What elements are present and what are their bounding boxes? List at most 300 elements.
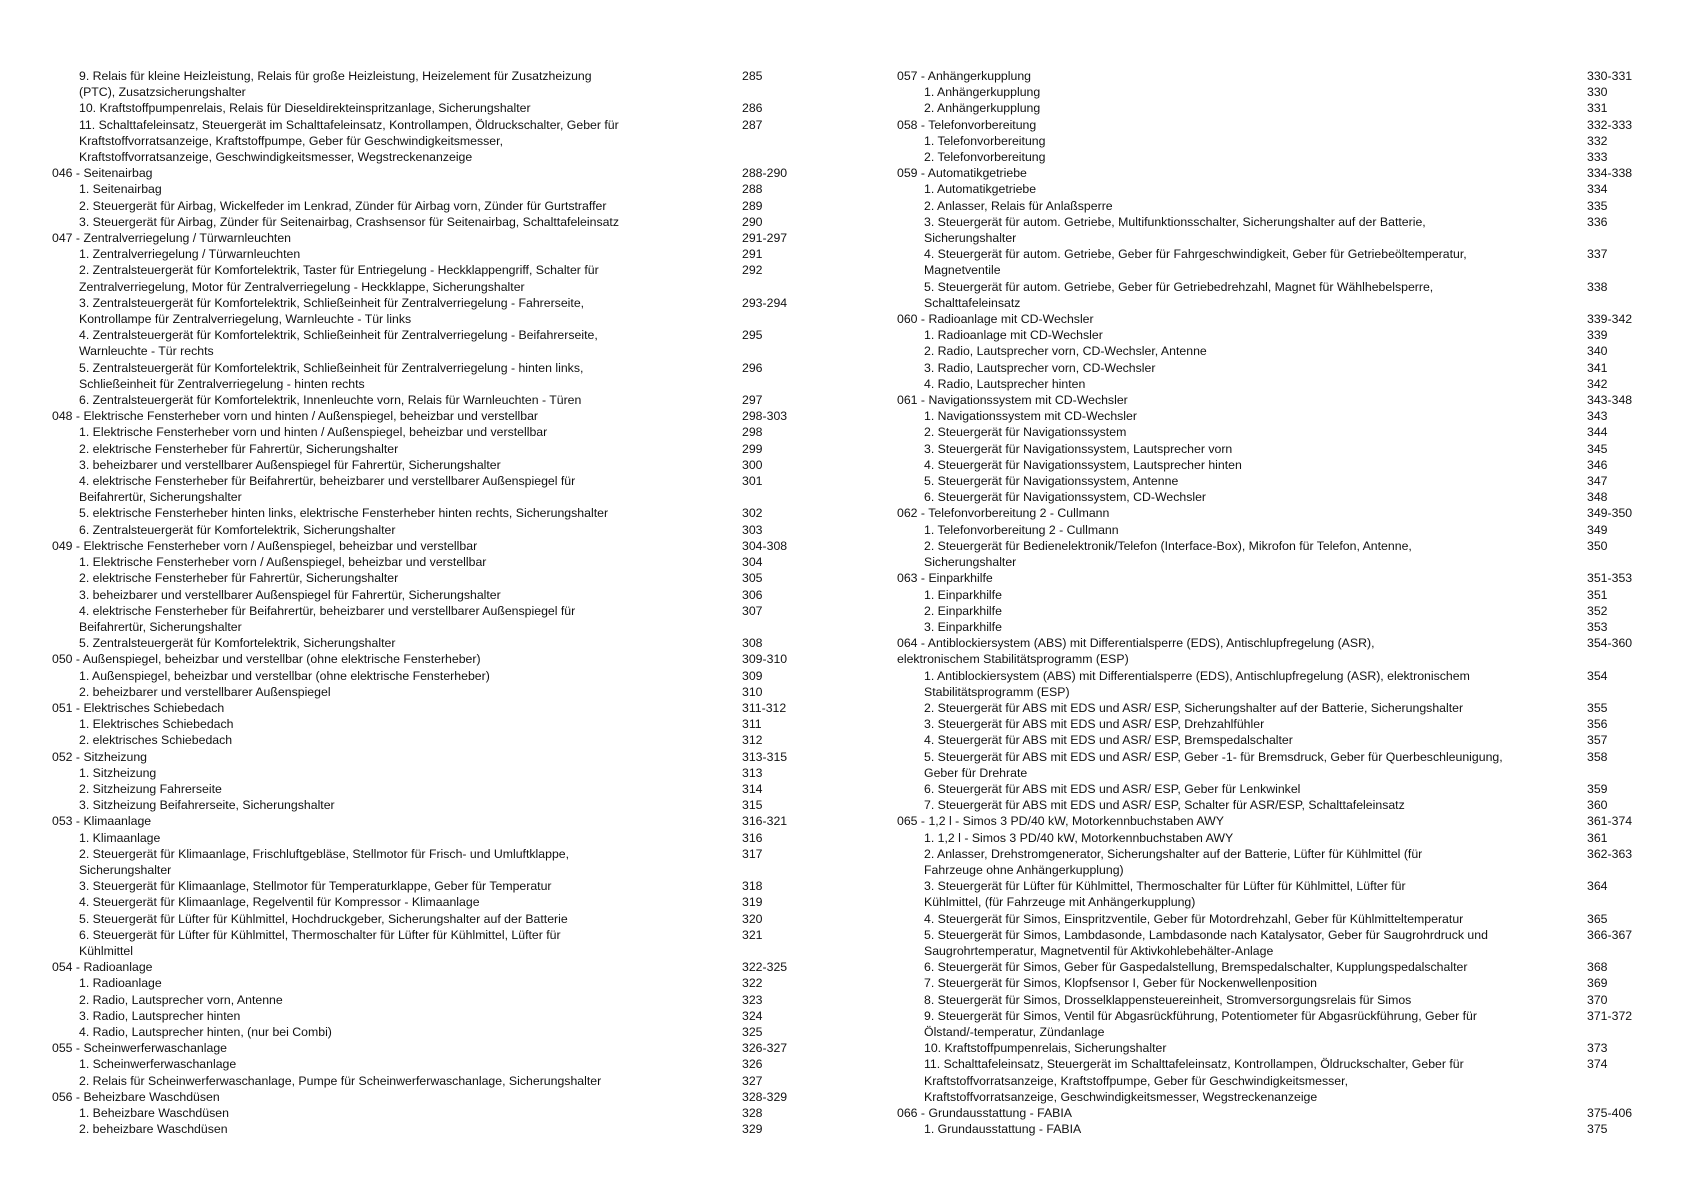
- toc-subsection-entry[interactable]: [897, 100, 1642, 116]
- entry-title: [897, 117, 1587, 133]
- entry-title-line: 3. Steuergerät für Navigationssystem, Lautsprecher vorn: [924, 441, 1233, 456]
- toc-section-entry[interactable]: [897, 505, 1642, 521]
- toc-subsection-entry[interactable]: [52, 781, 812, 797]
- entry-title-line: 2. Steuergerät für Navigationssystem: [924, 425, 1127, 440]
- entry-title-line: Kraftstoffvorratsanzeige, Kraftstoffpumpe, Geber für Geschwindigkeitsmesser,: [79, 133, 503, 148]
- toc-subsection-entry[interactable]: [52, 635, 812, 651]
- entry-title-line: Sicherungshalter: [79, 862, 172, 877]
- toc-subsection-entry[interactable]: [52, 911, 812, 927]
- entry-page-number: 315: [742, 798, 763, 813]
- entry-page-number: 310: [742, 684, 763, 699]
- entry-page-number: 297: [742, 393, 763, 408]
- entry-page-number: 326: [742, 1057, 763, 1072]
- toc-subsection-entry[interactable]: [52, 424, 812, 440]
- entry-title-line: 6. Steuergerät für ABS mit EDS und ASR/ ESP, Geber für Lenkwinkel: [924, 781, 1301, 796]
- entry-page-number: 338: [1587, 279, 1608, 294]
- entry-page-number: 326-327: [742, 1041, 788, 1056]
- toc-subsection-entry[interactable]: [52, 1073, 812, 1089]
- entry-page-number: 336: [1587, 214, 1608, 229]
- entry-page-number: 371-372: [1587, 1008, 1633, 1023]
- entry-title: [52, 749, 742, 765]
- entry-page-number: 361-374: [1587, 814, 1633, 829]
- entry-title-line: 4. elektrische Fensterheber für Beifahrertür, beheizbarer und verstellbarer Außenspiegel für: [79, 603, 576, 618]
- entry-title: [52, 262, 742, 294]
- entry-page-number: 327: [742, 1073, 763, 1088]
- entry-title-line: 050 - Außenspiegel, beheizbar und verstellbar (ohne elektrische Fensterheber): [52, 652, 481, 667]
- entry-title-line: 055 - Scheinwerferwaschanlage: [52, 1041, 227, 1056]
- entry-title-line: 3. Steuergerät für Airbag, Zünder für Seitenairbag, Crashsensor für Seitenairbag, Schalttafeleinsatz: [79, 214, 620, 229]
- entry-title-line: 7. Steuergerät für Simos, Klopfsensor I, Geber für Nockenwellenposition: [924, 976, 1318, 991]
- entry-title: [897, 84, 1587, 100]
- entry-page-number: 298-303: [742, 409, 788, 424]
- entry-title: [52, 392, 742, 408]
- toc-subsection-entry[interactable]: [897, 1008, 1642, 1040]
- entry-title: [897, 911, 1587, 927]
- entry-title: [52, 457, 742, 473]
- entry-title-line: 2. Steuergerät für Klimaanlage, Frischluftgebläse, Stellmotor für Frisch- und Umluftklappe,: [79, 846, 570, 861]
- toc-subsection-entry[interactable]: [52, 473, 812, 505]
- toc-subsection-entry[interactable]: [897, 181, 1642, 197]
- entry-page-number: 333: [1587, 150, 1608, 165]
- entry-title-line: 1. Beheizbare Waschdüsen: [79, 1106, 229, 1120]
- toc-subsection-entry[interactable]: [52, 603, 812, 635]
- toc-subsection-entry[interactable]: [52, 1024, 812, 1040]
- entry-page-number: 288: [742, 182, 763, 197]
- toc-subsection-entry[interactable]: [52, 587, 812, 603]
- entry-page-number: 328-329: [742, 1089, 788, 1104]
- entry-title-line: Sicherungshalter: [924, 555, 1017, 570]
- entry-title-line: 6. Steuergerät für Lüfter für Kühlmittel, Thermoschalter für Lüfter für Kühlmittel, Lüfter für: [79, 927, 561, 942]
- toc-section-entry[interactable]: [52, 1040, 812, 1056]
- toc-subsection-entry[interactable]: [897, 457, 1642, 473]
- entry-page-number: 360: [1587, 798, 1608, 813]
- entry-title: [52, 927, 742, 959]
- entry-title-line: 052 - Sitzheizung: [52, 749, 148, 764]
- entry-page-number: 322: [742, 976, 763, 991]
- entry-page-number: 331: [1587, 101, 1608, 116]
- toc-section-entry[interactable]: [897, 165, 1642, 181]
- toc-section-entry[interactable]: [52, 1089, 812, 1105]
- entry-title-line: 2. Radio, Lautsprecher vorn, Antenne: [79, 992, 283, 1007]
- entry-page-number: 324: [742, 1008, 763, 1023]
- toc-section-entry[interactable]: [897, 311, 1642, 327]
- entry-title: [52, 765, 742, 781]
- toc-subsection-entry[interactable]: [897, 797, 1642, 813]
- entry-title: [52, 797, 742, 813]
- entry-title-line: 5. Steuergerät für Lüfter für Kühlmittel, Hochdruckgeber, Sicherungshalter auf der Batterie: [79, 911, 568, 926]
- entry-title-line: 062 - Telefonvorbereitung 2 - Cullmann: [897, 506, 1110, 521]
- entry-title: [897, 846, 1587, 878]
- toc-section-entry[interactable]: [52, 230, 812, 246]
- entry-title-line: 3. Einparkhilfe: [924, 619, 1002, 634]
- toc-section-entry[interactable]: [897, 117, 1642, 133]
- toc-subsection-entry[interactable]: [52, 441, 812, 457]
- toc-subsection-entry[interactable]: [897, 408, 1642, 424]
- entry-page-number: 350: [1587, 538, 1608, 553]
- toc-subsection-entry[interactable]: [52, 100, 812, 116]
- toc-subsection-entry[interactable]: [897, 927, 1642, 959]
- toc-subsection-entry[interactable]: [897, 732, 1642, 748]
- toc-subsection-entry[interactable]: [897, 327, 1642, 343]
- entry-title: [897, 1056, 1587, 1105]
- entry-page-number: 364: [1587, 879, 1608, 894]
- entry-title-line: 3. beheizbarer und verstellbarer Außenspiegel für Fahrertür, Sicherungshalter: [79, 457, 501, 472]
- toc-subsection-entry[interactable]: [52, 927, 812, 959]
- entry-title-line: 1. Telefonvorbereitung 2 - Cullmann: [924, 522, 1119, 537]
- toc-subsection-entry[interactable]: [897, 1040, 1642, 1056]
- entry-title: [52, 360, 742, 392]
- entry-page-number: 299: [742, 441, 763, 456]
- toc-subsection-entry[interactable]: [52, 198, 812, 214]
- toc-subsection-entry[interactable]: [897, 959, 1642, 975]
- toc-subsection-entry[interactable]: [52, 554, 812, 570]
- toc-subsection-entry[interactable]: [897, 992, 1642, 1008]
- entry-title-line: 2. Telefonvorbereitung: [924, 150, 1046, 165]
- entry-title: [52, 554, 742, 570]
- entry-title-line: 1. Radioanlage mit CD-Wechsler: [924, 328, 1103, 343]
- toc-subsection-entry[interactable]: [52, 684, 812, 700]
- entry-title-line: 2. beheizbare Waschdüsen: [79, 1122, 228, 1137]
- toc-subsection-entry[interactable]: [52, 570, 812, 586]
- toc-subsection-entry[interactable]: [52, 214, 812, 230]
- toc-subsection-entry[interactable]: [52, 846, 812, 878]
- entry-page-number: 295: [742, 328, 763, 343]
- entry-title: [897, 100, 1587, 116]
- entry-title-line: 6. Zentralsteuergerät für Komfortelektrik, Sicherungshalter: [79, 522, 396, 537]
- toc-subsection-entry[interactable]: [897, 1121, 1642, 1137]
- entry-page-number: 308: [742, 636, 763, 651]
- entry-title: [897, 668, 1587, 700]
- toc-section-entry[interactable]: [897, 68, 1642, 84]
- entry-page-number: 339: [1587, 328, 1608, 343]
- toc-section-entry[interactable]: [897, 1105, 1642, 1121]
- entry-title: [52, 505, 742, 521]
- entry-title-line: 10. Kraftstoffpumpenrelais, Sicherungshalter: [924, 1041, 1167, 1056]
- toc-subsection-entry[interactable]: [52, 295, 812, 327]
- entry-title-line: 2. Anlasser, Drehstromgenerator, Sicherungshalter auf der Batterie, Lüfter für Kühlmittel (für: [924, 846, 1423, 861]
- entry-title-line: 2. Anlasser, Relais für Anlaßsperre: [924, 198, 1113, 213]
- toc-subsection-entry[interactable]: [897, 619, 1642, 635]
- entry-title-line: 1. Sitzheizung: [79, 765, 157, 780]
- entry-title: [52, 894, 742, 910]
- entry-page-number: 328: [742, 1106, 763, 1120]
- entry-title: [897, 1105, 1587, 1121]
- entry-title-line: Kraftstoffvorratsanzeige, Geschwindigkeitsmesser, Wegstreckenanzeige: [79, 150, 473, 165]
- toc-subsection-entry[interactable]: [897, 360, 1642, 376]
- entry-title: [897, 992, 1587, 1008]
- entry-title-line: Schalttafeleinsatz: [924, 295, 1021, 310]
- toc-subsection-entry[interactable]: [897, 846, 1642, 878]
- entry-title-line: 5. elektrische Fensterheber hinten links, elektrische Fensterheber hinten rechts, Sicherungshalter: [79, 506, 609, 521]
- entry-title-line: 1. Seitenairbag: [79, 182, 162, 197]
- toc-subsection-entry[interactable]: [52, 246, 812, 262]
- entry-title: [897, 635, 1587, 667]
- entry-title-line: 1. 1,2 l - Simos 3 PD/40 kW, Motorkennbuchstaben AWY: [924, 830, 1234, 845]
- entry-title: [897, 1121, 1587, 1137]
- entry-title-line: 4. Steuergerät für Klimaanlage, Regelventil für Kompressor - Klimaanlage: [79, 895, 480, 910]
- toc-subsection-entry[interactable]: [52, 894, 812, 910]
- toc-subsection-entry[interactable]: [897, 198, 1642, 214]
- entry-title-line: 054 - Radioanlage: [52, 960, 153, 975]
- entry-title: [52, 1073, 742, 1089]
- toc-subsection-entry[interactable]: [897, 1056, 1642, 1105]
- toc-subsection-entry[interactable]: [897, 700, 1642, 716]
- toc-subsection-entry[interactable]: [897, 716, 1642, 732]
- entry-title-line: 048 - Elektrische Fensterheber vorn und hinten / Außenspiegel, beheizbar und verstellbar: [52, 409, 539, 424]
- entry-title: [897, 408, 1587, 424]
- toc-subsection-entry[interactable]: [897, 133, 1642, 149]
- entry-title: [52, 635, 742, 651]
- toc-column-left: [52, 68, 812, 1137]
- entry-page-number: 341: [1587, 360, 1608, 375]
- entry-page-number: 318: [742, 879, 763, 894]
- toc-subsection-entry[interactable]: [897, 522, 1642, 538]
- toc-subsection-entry[interactable]: [52, 668, 812, 684]
- toc-subsection-entry[interactable]: [52, 360, 812, 392]
- toc-subsection-entry[interactable]: [52, 327, 812, 359]
- entry-title-line: 3. Sitzheizung Beifahrerseite, Sicherungshalter: [79, 798, 335, 813]
- entry-title-line: 2. Anhängerkupplung: [924, 101, 1041, 116]
- entry-title: [52, 570, 742, 586]
- entry-title: [52, 1056, 742, 1072]
- entry-page-number: 304-308: [742, 538, 788, 553]
- entry-page-number: 375: [1587, 1122, 1608, 1137]
- toc-section-entry[interactable]: [52, 813, 812, 829]
- entry-title: [897, 538, 1587, 570]
- entry-title-line: Kontrollampe für Zentralverriegelung, Warnleuchte - Tür links: [79, 312, 412, 327]
- entry-title-line: Stabilitätsprogramm (ESP): [924, 684, 1070, 699]
- entry-page-number: 303: [742, 522, 763, 537]
- entry-title-line: 3. Radio, Lautsprecher hinten: [79, 1008, 241, 1023]
- toc-subsection-entry[interactable]: [897, 473, 1642, 489]
- entry-page-number: 334: [1587, 182, 1608, 197]
- entry-title: [52, 587, 742, 603]
- entry-title: [52, 408, 742, 424]
- entry-title-line: 9. Relais für kleine Heizleistung, Relais für große Heizleistung, Heizelement für Zusatzheizung: [79, 69, 592, 83]
- entry-title-line: 1. Scheinwerferwaschanlage: [79, 1057, 237, 1072]
- entry-title: [52, 100, 742, 116]
- entry-page-number: 305: [742, 571, 763, 586]
- toc-subsection-entry[interactable]: [52, 117, 812, 166]
- entry-title-line: 2. elektrisches Schiebedach: [79, 733, 233, 748]
- entry-title: [897, 619, 1587, 635]
- toc-subsection-entry[interactable]: [52, 1008, 812, 1024]
- entry-page-number: 311: [742, 717, 762, 732]
- toc-subsection-entry[interactable]: [897, 246, 1642, 278]
- entry-title-line: 063 - Einparkhilfe: [897, 571, 993, 586]
- entry-title-line: 4. Zentralsteuergerät für Komfortelektrik, Schließeinheit für Zentralverriegelung - Beifahrerseite,: [79, 328, 598, 343]
- entry-title: [52, 813, 742, 829]
- entry-page-number: 320: [742, 911, 763, 926]
- entry-page-number: 291: [742, 247, 763, 262]
- toc-subsection-entry[interactable]: [897, 149, 1642, 165]
- toc-subsection-entry[interactable]: [52, 522, 812, 538]
- entry-title: [897, 749, 1587, 781]
- entry-page-number: 325: [742, 1024, 763, 1039]
- entry-title-line: Kraftstoffvorratsanzeige, Kraftstoffpumpe, Geber für Geschwindigkeitsmesser,: [924, 1073, 1348, 1088]
- toc-section-entry[interactable]: [52, 165, 812, 181]
- toc-subsection-entry[interactable]: [52, 457, 812, 473]
- toc-subsection-entry[interactable]: [897, 489, 1642, 505]
- entry-title-line: 4. Radio, Lautsprecher hinten, (nur bei Combi): [79, 1024, 332, 1039]
- entry-page-number: 334-338: [1587, 166, 1633, 181]
- entry-title-line: 1. Antiblockiersystem (ABS) mit Differentialsperre (EDS), Antischlupfregelung (ASR), elektronischem: [924, 668, 1470, 683]
- entry-title-line: 3. Radio, Lautsprecher vorn, CD-Wechsler: [924, 360, 1156, 375]
- entry-page-number: 373: [1587, 1041, 1608, 1056]
- entry-title-line: 049 - Elektrische Fensterheber vorn / Außenspiegel, beheizbar und verstellbar: [52, 538, 478, 553]
- entry-title: [52, 1024, 742, 1040]
- entry-title: [897, 797, 1587, 813]
- entry-title: [897, 214, 1587, 246]
- toc-subsection-entry[interactable]: [897, 441, 1642, 457]
- entry-title-line: 3. Steuergerät für ABS mit EDS und ASR/ ESP, Drehzahlfühler: [924, 717, 1265, 732]
- entry-title-line: 064 - Antiblockiersystem (ABS) mit Differentialsperre (EDS), Antischlupfregelung (ASR),: [897, 636, 1375, 651]
- entry-title-line: 1. Elektrische Fensterheber vorn / Außenspiegel, beheizbar und verstellbar: [79, 555, 487, 570]
- entry-title-line: Kühlmittel, (für Fahrzeuge mit Anhängerkupplung): [924, 895, 1196, 910]
- toc-subsection-entry[interactable]: [897, 603, 1642, 619]
- entry-title-line: 4. elektrische Fensterheber für Beifahrertür, beheizbarer und verstellbarer Außenspiegel für: [79, 474, 576, 489]
- entry-title: [52, 668, 742, 684]
- entry-title-line: 1. Einparkhilfe: [924, 587, 1002, 602]
- entry-title-line: 046 - Seitenairbag: [52, 166, 153, 181]
- entry-title-line: 5. Zentralsteuergerät für Komfortelektrik, Schließeinheit für Zentralverriegelung - hinten links,: [79, 360, 584, 375]
- toc-section-entry[interactable]: [897, 570, 1642, 586]
- entry-title-line: 057 - Anhängerkupplung: [897, 69, 1032, 83]
- toc-section-entry[interactable]: [897, 813, 1642, 829]
- entry-page-number: 354: [1587, 668, 1608, 683]
- entry-title-line: 060 - Radioanlage mit CD-Wechsler: [897, 312, 1094, 327]
- toc-subsection-entry[interactable]: [897, 424, 1642, 440]
- entry-title: [897, 198, 1587, 214]
- entry-page-number: 302: [742, 506, 763, 521]
- entry-page-number: 291-297: [742, 231, 788, 246]
- toc-subsection-entry[interactable]: [52, 1121, 812, 1137]
- entry-page-number: 335: [1587, 198, 1608, 213]
- entry-page-number: 307: [742, 603, 763, 618]
- entry-page-number: 375-406: [1587, 1106, 1633, 1120]
- entry-page-number: 319: [742, 895, 763, 910]
- toc-subsection-entry[interactable]: [52, 830, 812, 846]
- toc-subsection-entry[interactable]: [52, 732, 812, 748]
- entry-title-line: 1. Außenspiegel, beheizbar und verstellbar (ohne elektrische Fensterheber): [79, 668, 490, 683]
- toc-subsection-entry[interactable]: [897, 830, 1642, 846]
- toc-subsection-entry[interactable]: [52, 1056, 812, 1072]
- entry-page-number: 352: [1587, 603, 1608, 618]
- entry-page-number: 344: [1587, 425, 1608, 440]
- entry-title-line: 4. Steuergerät für ABS mit EDS und ASR/ ESP, Bremspedalschalter: [924, 733, 1293, 748]
- entry-page-number: 329: [742, 1122, 763, 1137]
- entry-title: [897, 781, 1587, 797]
- toc-subsection-entry[interactable]: [897, 376, 1642, 392]
- toc-subsection-entry[interactable]: [52, 262, 812, 294]
- toc-subsection-entry[interactable]: [52, 181, 812, 197]
- entry-page-number: 293-294: [742, 295, 788, 310]
- entry-page-number: 349: [1587, 522, 1608, 537]
- entry-title: [52, 327, 742, 359]
- entry-title-line: 059 - Automatikgetriebe: [897, 166, 1027, 181]
- entry-title: [897, 165, 1587, 181]
- entry-title: [52, 424, 742, 440]
- entry-title-line: 4. Radio, Lautsprecher hinten: [924, 376, 1086, 391]
- entry-title: [897, 68, 1587, 84]
- entry-page-number: 316-321: [742, 814, 788, 829]
- toc-subsection-entry[interactable]: [897, 668, 1642, 700]
- toc-subsection-entry[interactable]: [897, 878, 1642, 910]
- toc-subsection-entry[interactable]: [897, 975, 1642, 991]
- toc-subsection-entry[interactable]: [897, 749, 1642, 781]
- toc-subsection-entry[interactable]: [52, 392, 812, 408]
- entry-title: [897, 473, 1587, 489]
- entry-title: [52, 603, 742, 635]
- toc-section-entry[interactable]: [52, 408, 812, 424]
- entry-page-number: 296: [742, 360, 763, 375]
- entry-title-line: 2. elektrische Fensterheber für Fahrertür, Sicherungshalter: [79, 571, 399, 586]
- toc-section-entry[interactable]: [52, 538, 812, 554]
- entry-title: [897, 830, 1587, 846]
- entry-page-number: 351: [1587, 587, 1608, 602]
- entry-page-number: 348: [1587, 490, 1608, 505]
- toc-subsection-entry[interactable]: [52, 878, 812, 894]
- toc-subsection-entry[interactable]: [52, 68, 812, 100]
- entry-title: [897, 700, 1587, 716]
- toc-section-entry[interactable]: [52, 700, 812, 716]
- entry-title-line: 4. Steuergerät für autom. Getriebe, Geber für Fahrgeschwindigkeit, Geber für Getriebeöltemperatur,: [924, 247, 1467, 262]
- toc-section-entry[interactable]: [52, 651, 812, 667]
- entry-page-number: 343-348: [1587, 393, 1633, 408]
- entry-page-number: 300: [742, 457, 763, 472]
- entry-title: [52, 1008, 742, 1024]
- toc-subsection-entry[interactable]: [52, 797, 812, 813]
- toc-section-entry[interactable]: [52, 749, 812, 765]
- toc-subsection-entry[interactable]: [897, 279, 1642, 311]
- entry-title: [52, 1040, 742, 1056]
- entry-title: [52, 1089, 742, 1105]
- entry-page-number: 322-325: [742, 960, 788, 975]
- toc-section-entry[interactable]: [52, 959, 812, 975]
- entry-title-line: 2. Einparkhilfe: [924, 603, 1002, 618]
- toc-subsection-entry[interactable]: [52, 992, 812, 1008]
- toc-subsection-entry[interactable]: [52, 505, 812, 521]
- entry-page-number: 345: [1587, 441, 1608, 456]
- toc-section-entry[interactable]: [897, 635, 1642, 667]
- toc-subsection-entry[interactable]: [52, 1105, 812, 1121]
- entry-title-line: 5. Steuergerät für Simos, Lambdasonde, Lambdasonde nach Katalysator, Geber für Saugrohrdruck und: [924, 927, 1488, 942]
- toc-subsection-entry[interactable]: [897, 911, 1642, 927]
- entry-title-line: 3. Steuergerät für Lüfter für Kühlmittel, Thermoschalter für Lüfter für Kühlmittel, Lüfter für: [924, 879, 1406, 894]
- toc-subsection-entry[interactable]: [897, 781, 1642, 797]
- entry-title: [897, 505, 1587, 521]
- entry-page-number: 313: [742, 765, 763, 780]
- toc-subsection-entry[interactable]: [897, 343, 1642, 359]
- toc-subsection-entry[interactable]: [897, 214, 1642, 246]
- entry-title-line: 6. Steuergerät für Navigationssystem, CD-Wechsler: [924, 490, 1207, 505]
- entry-page-number: 298: [742, 425, 763, 440]
- toc-section-entry[interactable]: [897, 392, 1642, 408]
- entry-title-line: (PTC), Zusatzsicherungshalter: [79, 85, 246, 100]
- toc-subsection-entry[interactable]: [897, 538, 1642, 570]
- toc-subsection-entry[interactable]: [897, 587, 1642, 603]
- toc-subsection-entry[interactable]: [52, 765, 812, 781]
- entry-page-number: 365: [1587, 911, 1608, 926]
- entry-title-line: 5. Zentralsteuergerät für Komfortelektrik, Sicherungshalter: [79, 636, 396, 651]
- entry-title: [52, 992, 742, 1008]
- toc-subsection-entry[interactable]: [52, 716, 812, 732]
- entry-title: [897, 343, 1587, 359]
- toc-subsection-entry[interactable]: [52, 975, 812, 991]
- entry-title-line: Kühlmittel: [79, 943, 133, 958]
- toc-subsection-entry[interactable]: [897, 84, 1642, 100]
- entry-page-number: 288-290: [742, 166, 788, 181]
